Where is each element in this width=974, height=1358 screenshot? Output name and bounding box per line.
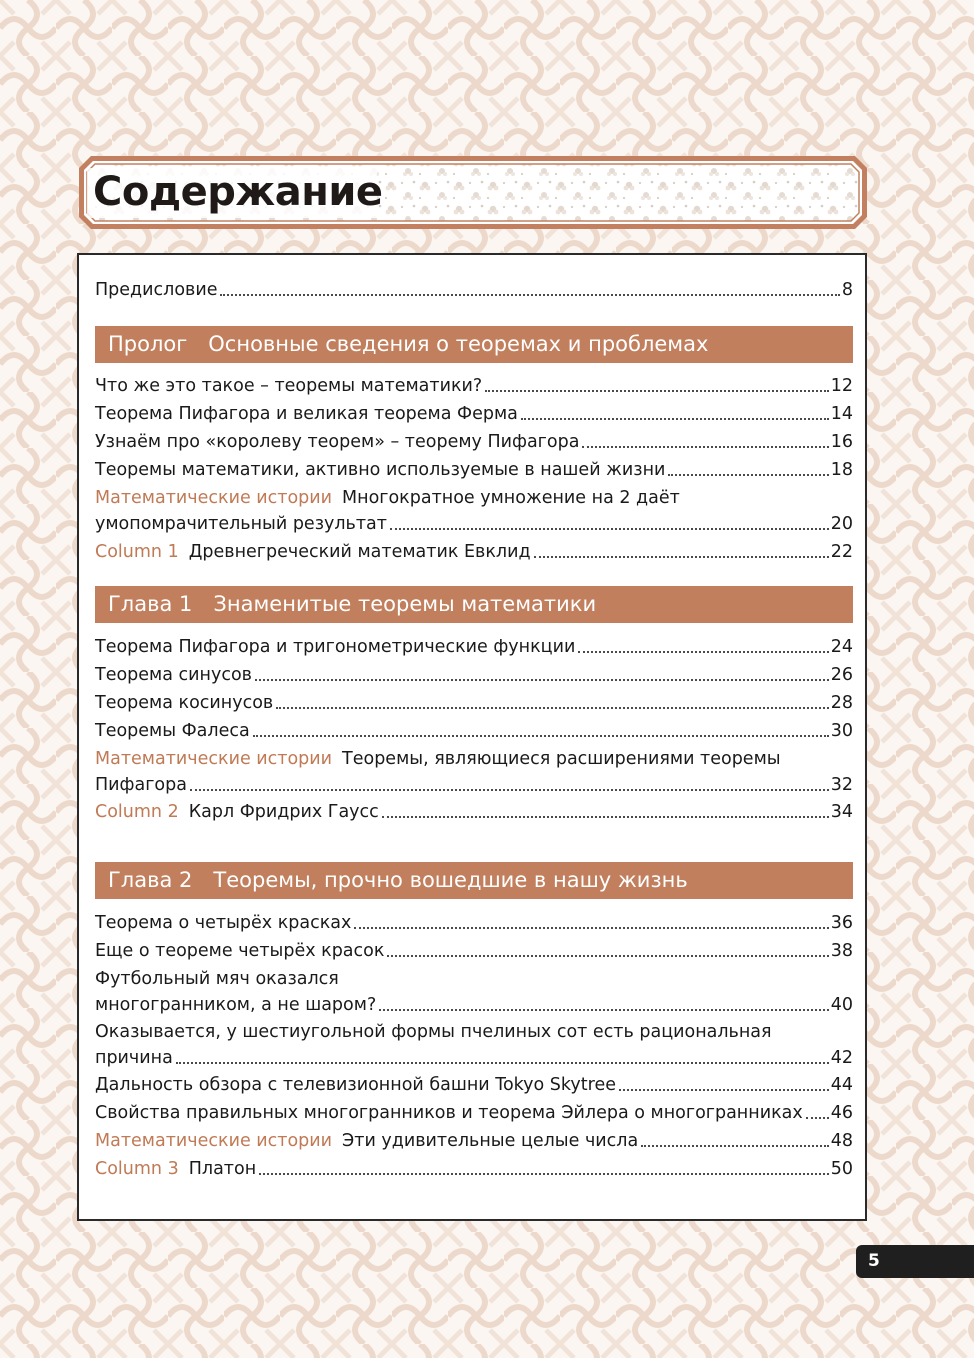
page-ref: 26 xyxy=(830,665,853,685)
page-ref: 20 xyxy=(830,514,853,534)
leader-dots xyxy=(190,789,829,791)
page-ref: 22 xyxy=(830,542,853,562)
page-ref: 50 xyxy=(830,1159,853,1179)
page-ref: 34 xyxy=(830,802,853,822)
leader-dots xyxy=(390,528,829,530)
section-header-chapter-2[interactable]: Глава 2 Теоремы, прочно вошедшие в нашу жизнь xyxy=(95,862,853,899)
toc-entry[interactable]: Теорема о четырёх красках 36 xyxy=(95,910,853,936)
page-ref: 36 xyxy=(830,913,853,933)
table-of-contents xyxy=(77,253,867,1221)
leader-dots xyxy=(259,1173,829,1175)
toc-entry[interactable]: Теорема косинусов 28 xyxy=(95,690,853,716)
toc-entry[interactable]: Теорема Пифагора и тригонометрические функции 24 xyxy=(95,634,853,660)
leader-dots xyxy=(220,294,839,296)
page-ref: 44 xyxy=(830,1075,853,1095)
toc-entry[interactable]: Теорема Пифагора и великая теорема Ферма 14 xyxy=(95,401,853,427)
page-title: Содержание xyxy=(93,169,383,215)
toc-entry[interactable]: Теоремы математики, активно используемые в нашей жизни 18 xyxy=(95,457,853,483)
leader-dots xyxy=(619,1089,829,1091)
page-ref: 28 xyxy=(830,693,853,713)
page-ref: 40 xyxy=(830,995,853,1015)
toc-entry[interactable]: Еще о теореме четырёх красок 38 xyxy=(95,938,853,964)
leader-dots xyxy=(806,1117,829,1119)
page-ref: 18 xyxy=(830,460,853,480)
leader-dots xyxy=(255,679,829,681)
leader-dots xyxy=(641,1145,829,1147)
page-ref: 8 xyxy=(841,280,853,300)
page-ref: 12 xyxy=(830,376,853,396)
leader-dots xyxy=(578,651,828,653)
toc-entry-math-story[interactable]: Математические истории Эти удивительные целые числа 48 xyxy=(95,1128,853,1154)
page-ref: 38 xyxy=(830,941,853,961)
math-story-tag: Математические истории xyxy=(95,1131,333,1151)
toc-entry[interactable]: Узнаём про «королеву теорем» – теорему Пифагора 16 xyxy=(95,429,853,455)
leader-dots xyxy=(582,446,828,448)
toc-entry-column[interactable]: Column 1 Древнегреческий математик Евклид 22 xyxy=(95,539,853,565)
toc-entry[interactable]: Теорема синусов 26 xyxy=(95,662,853,688)
title-banner xyxy=(77,154,869,231)
leader-dots xyxy=(668,474,828,476)
leader-dots xyxy=(379,1009,828,1011)
leader-dots xyxy=(382,816,829,818)
page-ref: 32 xyxy=(830,775,853,795)
math-story-tag: Математические истории xyxy=(95,749,333,769)
toc-entry[interactable]: Теоремы Фалеса 30 xyxy=(95,718,853,744)
page-number: 5 xyxy=(868,1251,880,1271)
toc-entry-preface[interactable]: Предисловие 8 xyxy=(95,277,853,303)
page-number-tab xyxy=(856,1245,974,1278)
page-ref: 48 xyxy=(830,1131,853,1151)
column-tag: Column 1 xyxy=(95,542,179,562)
column-tag: Column 2 xyxy=(95,802,179,822)
leader-dots xyxy=(253,735,829,737)
leader-dots xyxy=(485,390,829,392)
leader-dots xyxy=(176,1062,829,1064)
page-ref: 14 xyxy=(830,404,853,424)
toc-entry-math-story[interactable]: Математические истории Многократное умножение на 2 даёт умопомрачительный результат 20 xyxy=(95,485,853,537)
page-ref: 46 xyxy=(830,1103,853,1123)
math-story-tag: Математические истории xyxy=(95,488,333,508)
column-tag: Column 3 xyxy=(95,1159,179,1179)
leader-dots xyxy=(276,707,828,709)
toc-entry-math-story[interactable]: Математические истории Теоремы, являющиеся расширениями теоремы Пифагора 32 xyxy=(95,746,853,798)
toc-entry[interactable]: Футбольный мяч оказался многогранником, а не шаром? 40 xyxy=(95,966,853,1018)
page-ref: 16 xyxy=(830,432,853,452)
toc-entry[interactable]: Свойства правильных многогранников и теорема Эйлера о многогранниках 46 xyxy=(95,1100,853,1126)
leader-dots xyxy=(387,955,828,957)
leader-dots xyxy=(534,556,829,558)
toc-entry-column[interactable]: Column 2 Карл Фридрих Гаусс 34 xyxy=(95,799,853,825)
leader-dots xyxy=(521,418,829,420)
page-ref: 24 xyxy=(830,637,853,657)
toc-entry[interactable]: Дальность обзора с телевизионной башни Tokyo Skytree 44 xyxy=(95,1072,853,1098)
section-header-chapter-1[interactable]: Глава 1 Знаменитые теоремы математики xyxy=(95,586,853,623)
page-ref: 30 xyxy=(830,721,853,741)
section-header-prologue[interactable]: Пролог Основные сведения о теоремах и проблемах xyxy=(95,326,853,363)
toc-entry[interactable]: Оказывается, у шестиугольной формы пчелиных сот есть рациональная причина 42 xyxy=(95,1019,853,1071)
toc-entry-column[interactable]: Column 3 Платон 50 xyxy=(95,1156,853,1182)
leader-dots xyxy=(354,927,828,929)
toc-entry[interactable]: Что же это такое – теоремы математики? 12 xyxy=(95,373,853,399)
page-ref: 42 xyxy=(830,1048,853,1068)
